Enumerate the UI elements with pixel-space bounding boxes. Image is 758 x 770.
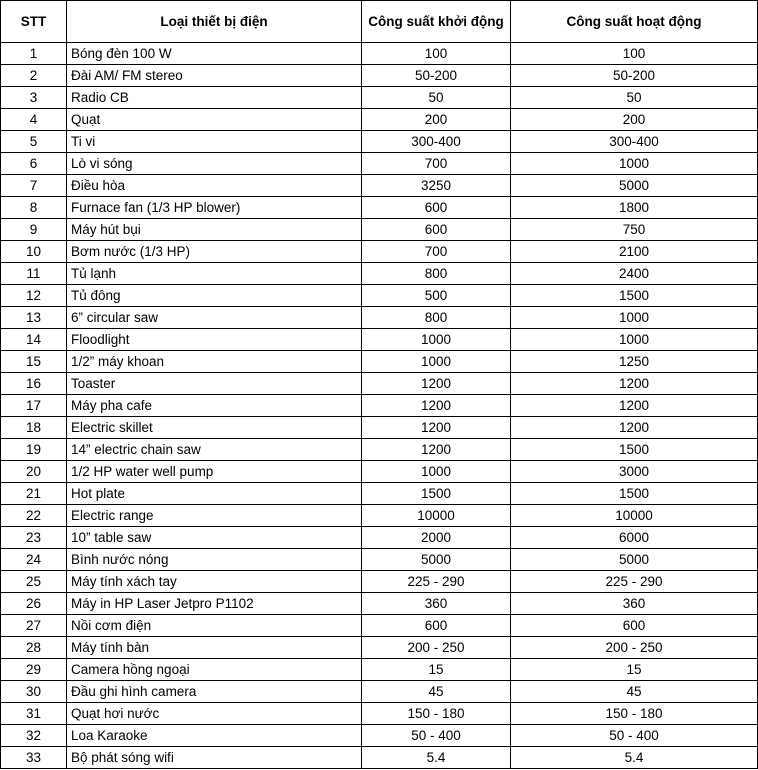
cell-running-power: 1800	[511, 197, 758, 219]
table-row	[1, 87, 758, 109]
cell-startup-power: 500	[362, 285, 511, 307]
cell-stt: 15	[1, 351, 67, 373]
cell-running-power: 1200	[511, 395, 758, 417]
table-row	[1, 65, 758, 87]
cell-stt: 22	[1, 505, 67, 527]
cell-stt: 24	[1, 549, 67, 571]
cell-startup-power: 300-400	[362, 131, 511, 153]
table-row	[1, 505, 758, 527]
cell-device-name: Máy pha cafe	[67, 395, 362, 417]
table-row	[1, 571, 758, 593]
cell-startup-power: 700	[362, 153, 511, 175]
cell-device-name: Electric range	[67, 505, 362, 527]
cell-startup-power: 50-200	[362, 65, 511, 87]
cell-startup-power: 50	[362, 87, 511, 109]
cell-device-name: 14” electric chain saw	[67, 439, 362, 461]
cell-stt: 27	[1, 615, 67, 637]
cell-stt: 16	[1, 373, 67, 395]
cell-running-power: 2400	[511, 263, 758, 285]
cell-stt: 19	[1, 439, 67, 461]
cell-stt: 5	[1, 131, 67, 153]
table-row	[1, 417, 758, 439]
cell-device-name: Đài AM/ FM stereo	[67, 65, 362, 87]
cell-running-power: 15	[511, 659, 758, 681]
cell-stt: 7	[1, 175, 67, 197]
cell-startup-power: 10000	[362, 505, 511, 527]
table-row	[1, 549, 758, 571]
cell-running-power: 100	[511, 43, 758, 65]
cell-device-name: Bình nước nóng	[67, 549, 362, 571]
cell-stt: 28	[1, 637, 67, 659]
cell-running-power: 5000	[511, 175, 758, 197]
cell-startup-power: 360	[362, 593, 511, 615]
cell-device-name: Lò vi sóng	[67, 153, 362, 175]
cell-stt: 20	[1, 461, 67, 483]
cell-stt: 17	[1, 395, 67, 417]
cell-running-power: 225 - 290	[511, 571, 758, 593]
cell-startup-power: 150 - 180	[362, 703, 511, 725]
cell-running-power: 1250	[511, 351, 758, 373]
cell-startup-power: 1200	[362, 439, 511, 461]
cell-stt: 21	[1, 483, 67, 505]
cell-device-name: Camera hồng ngoại	[67, 659, 362, 681]
cell-device-name: 1/2 HP water well pump	[67, 461, 362, 483]
table-row	[1, 747, 758, 769]
cell-startup-power: 1000	[362, 351, 511, 373]
table-row	[1, 153, 758, 175]
table-row	[1, 615, 758, 637]
cell-device-name: Hot plate	[67, 483, 362, 505]
cell-startup-power: 600	[362, 615, 511, 637]
cell-stt: 1	[1, 43, 67, 65]
cell-running-power: 6000	[511, 527, 758, 549]
cell-running-power: 1000	[511, 307, 758, 329]
cell-stt: 14	[1, 329, 67, 351]
cell-startup-power: 1200	[362, 373, 511, 395]
table-row	[1, 175, 758, 197]
table-row	[1, 703, 758, 725]
table-row	[1, 329, 758, 351]
table-row	[1, 659, 758, 681]
cell-stt: 3	[1, 87, 67, 109]
cell-running-power: 200	[511, 109, 758, 131]
cell-startup-power: 5000	[362, 549, 511, 571]
cell-running-power: 50-200	[511, 65, 758, 87]
cell-startup-power: 15	[362, 659, 511, 681]
cell-running-power: 150 - 180	[511, 703, 758, 725]
cell-running-power: 2100	[511, 241, 758, 263]
cell-device-name: Bơm nước (1/3 HP)	[67, 241, 362, 263]
cell-stt: 25	[1, 571, 67, 593]
cell-startup-power: 1200	[362, 395, 511, 417]
table-row	[1, 439, 758, 461]
cell-stt: 31	[1, 703, 67, 725]
cell-device-name: Quạt hơi nước	[67, 703, 362, 725]
cell-device-name: Máy in HP Laser Jetpro P1102	[67, 593, 362, 615]
cell-device-name: Đầu ghi hình camera	[67, 681, 362, 703]
cell-running-power: 1500	[511, 285, 758, 307]
cell-startup-power: 100	[362, 43, 511, 65]
cell-startup-power: 600	[362, 197, 511, 219]
cell-stt: 2	[1, 65, 67, 87]
cell-running-power: 750	[511, 219, 758, 241]
cell-device-name: Máy tính xách tay	[67, 571, 362, 593]
cell-device-name: Ti vi	[67, 131, 362, 153]
cell-startup-power: 1000	[362, 329, 511, 351]
cell-startup-power: 1200	[362, 417, 511, 439]
cell-stt: 6	[1, 153, 67, 175]
cell-device-name: Electric skillet	[67, 417, 362, 439]
table-row	[1, 285, 758, 307]
cell-stt: 30	[1, 681, 67, 703]
cell-running-power: 10000	[511, 505, 758, 527]
cell-stt: 9	[1, 219, 67, 241]
cell-startup-power: 2000	[362, 527, 511, 549]
cell-stt: 29	[1, 659, 67, 681]
cell-running-power: 600	[511, 615, 758, 637]
header-device-type: Loại thiết bị điện	[67, 1, 362, 43]
table-body	[1, 43, 758, 769]
cell-startup-power: 200 - 250	[362, 637, 511, 659]
cell-device-name: Loa Karaoke	[67, 725, 362, 747]
cell-device-name: Quạt	[67, 109, 362, 131]
cell-running-power: 5.4	[511, 747, 758, 769]
cell-stt: 8	[1, 197, 67, 219]
cell-running-power: 1200	[511, 373, 758, 395]
cell-stt: 4	[1, 109, 67, 131]
cell-running-power: 1500	[511, 483, 758, 505]
table-row	[1, 263, 758, 285]
table-row	[1, 527, 758, 549]
cell-device-name: Bóng đèn 100 W	[67, 43, 362, 65]
cell-device-name: Toaster	[67, 373, 362, 395]
cell-running-power: 3000	[511, 461, 758, 483]
cell-device-name: Nồi cơm điện	[67, 615, 362, 637]
cell-running-power: 1500	[511, 439, 758, 461]
cell-device-name: 1/2” máy khoan	[67, 351, 362, 373]
cell-startup-power: 800	[362, 307, 511, 329]
cell-running-power: 300-400	[511, 131, 758, 153]
header-row	[1, 1, 758, 43]
cell-startup-power: 3250	[362, 175, 511, 197]
table-row	[1, 219, 758, 241]
table-row	[1, 307, 758, 329]
table-row	[1, 395, 758, 417]
cell-startup-power: 200	[362, 109, 511, 131]
header-running-power: Công suất hoạt động	[511, 1, 758, 43]
table-row	[1, 109, 758, 131]
cell-startup-power: 5.4	[362, 747, 511, 769]
cell-device-name: Tủ lạnh	[67, 263, 362, 285]
cell-stt: 18	[1, 417, 67, 439]
cell-device-name: Floodlight	[67, 329, 362, 351]
cell-stt: 23	[1, 527, 67, 549]
cell-startup-power: 50 - 400	[362, 725, 511, 747]
cell-device-name: Tủ đông	[67, 285, 362, 307]
table-row	[1, 131, 758, 153]
cell-running-power: 50	[511, 87, 758, 109]
cell-startup-power: 600	[362, 219, 511, 241]
cell-running-power: 5000	[511, 549, 758, 571]
cell-device-name: 6” circular saw	[67, 307, 362, 329]
table-row	[1, 197, 758, 219]
cell-stt: 11	[1, 263, 67, 285]
cell-device-name: Radio CB	[67, 87, 362, 109]
table-row	[1, 593, 758, 615]
cell-device-name: 10” table saw	[67, 527, 362, 549]
cell-startup-power: 700	[362, 241, 511, 263]
cell-running-power: 1000	[511, 329, 758, 351]
cell-running-power: 50 - 400	[511, 725, 758, 747]
cell-stt: 33	[1, 747, 67, 769]
header-startup-power: Công suất khởi động	[362, 1, 511, 43]
cell-running-power: 1200	[511, 417, 758, 439]
cell-startup-power: 800	[362, 263, 511, 285]
cell-stt: 26	[1, 593, 67, 615]
table-row	[1, 461, 758, 483]
cell-device-name: Máy hút bụi	[67, 219, 362, 241]
cell-running-power: 360	[511, 593, 758, 615]
cell-device-name: Furnace fan (1/3 HP blower)	[67, 197, 362, 219]
cell-running-power: 45	[511, 681, 758, 703]
cell-startup-power: 1500	[362, 483, 511, 505]
cell-startup-power: 225 - 290	[362, 571, 511, 593]
cell-stt: 12	[1, 285, 67, 307]
table-row	[1, 373, 758, 395]
cell-stt: 32	[1, 725, 67, 747]
cell-device-name: Máy tính bàn	[67, 637, 362, 659]
header-stt: STT	[1, 1, 67, 43]
table-row	[1, 637, 758, 659]
table-row	[1, 43, 758, 65]
cell-stt: 13	[1, 307, 67, 329]
cell-startup-power: 45	[362, 681, 511, 703]
cell-stt: 10	[1, 241, 67, 263]
cell-device-name: Bộ phát sóng wifi	[67, 747, 362, 769]
cell-running-power: 1000	[511, 153, 758, 175]
table-row	[1, 681, 758, 703]
cell-startup-power: 1000	[362, 461, 511, 483]
table-row	[1, 241, 758, 263]
table-row	[1, 483, 758, 505]
table-row	[1, 725, 758, 747]
table-row	[1, 351, 758, 373]
cell-running-power: 200 - 250	[511, 637, 758, 659]
cell-device-name: Điều hòa	[67, 175, 362, 197]
